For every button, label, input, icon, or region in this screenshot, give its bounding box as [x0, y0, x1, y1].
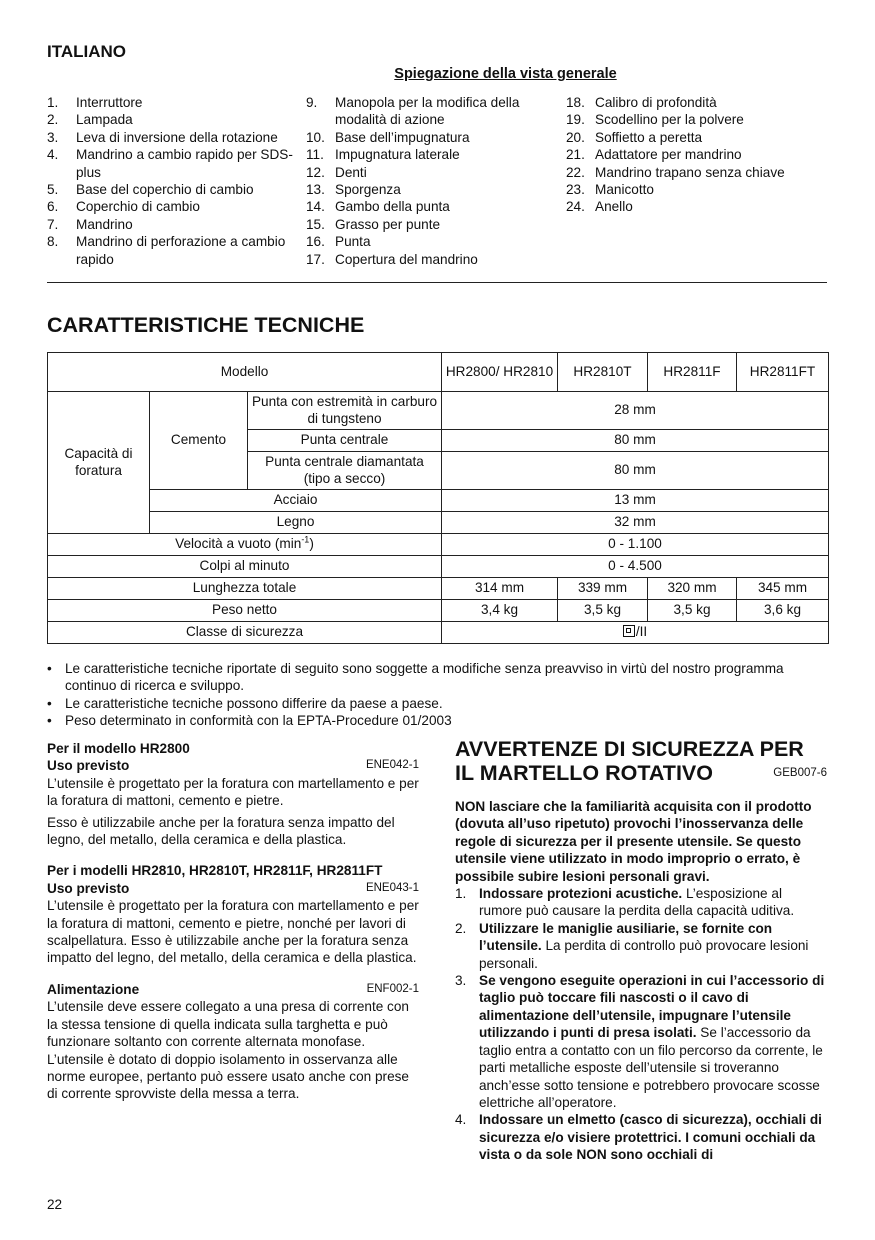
table-row — [48, 600, 829, 622]
weight-label: Peso netto — [48, 600, 442, 622]
overview-item-number: 14. — [306, 199, 325, 215]
overview-item — [47, 216, 302, 233]
overview-item-number: 7. — [47, 216, 59, 232]
spec-note — [47, 695, 827, 712]
table-row — [48, 534, 829, 556]
power-code: ENF002-1 — [366, 982, 419, 995]
overview-item — [306, 146, 561, 163]
safety-item-body: L’esposizione al rumore può causare la perdita della capacità uditiva. — [479, 886, 795, 919]
core-label: Punta centrale — [248, 430, 442, 452]
overview-column-1 — [47, 94, 302, 268]
safety-item-number: 3. — [455, 973, 467, 989]
table-row — [48, 512, 829, 534]
overview-item-text: Scodellino per la polvere — [595, 112, 744, 128]
wood-value: 32 mm — [442, 512, 829, 534]
speed-label: Velocità a vuoto $(\min^{-1})$ — [48, 534, 442, 556]
table-row — [48, 353, 829, 392]
overview-item-number: 2. — [47, 112, 59, 128]
power-heading: Alimentazione — [47, 981, 140, 997]
length-value: 339 mm — [558, 578, 648, 600]
overview-item-text: Manopola per la modifica della modalità di azione — [335, 95, 520, 128]
overview-item — [566, 129, 821, 146]
safety-item-text — [479, 972, 827, 1111]
table-row — [48, 578, 829, 600]
hr2800-code: ENE042-1 — [365, 759, 419, 772]
safety-class-value: /II — [442, 622, 829, 644]
overview-item — [47, 233, 302, 268]
weight-value: 3,5 kg — [648, 600, 737, 622]
overview-item-text: Calibro di profondità — [595, 95, 717, 110]
overview-item-text: Mandrino a cambio rapido per SDS-plus — [76, 147, 293, 180]
table-row — [48, 490, 829, 512]
overview-item-text: Grasso per punte — [335, 216, 441, 232]
specs-title: CARATTERISTICHE TECNICHE — [47, 313, 365, 337]
overview-item-text: Soffietto a peretta — [595, 129, 703, 145]
overview-item-number: 8. — [47, 234, 59, 250]
bullet-icon: • — [47, 713, 52, 729]
overview-item-number: 13. — [306, 182, 325, 198]
length-value: 320 mm — [648, 578, 737, 600]
safety-item-number: 1. — [455, 886, 467, 902]
weight-value: 3,5 kg — [558, 600, 648, 622]
safety-item — [455, 972, 827, 1111]
section-divider — [47, 282, 827, 283]
overview-item-text: Denti — [335, 164, 367, 180]
capacity-label: Capacità di foratura — [48, 392, 150, 534]
concrete-label: Cemento — [150, 392, 248, 490]
overview-item-text: Base dell’impugnatura — [335, 129, 470, 145]
overview-item-number: 21. — [566, 147, 585, 163]
overview-item-text: Coperchio di cambio — [76, 199, 200, 215]
hr2800-paragraph-1: L’utensile è progettato per la foratura con martellamento e per la foratura di mattoni, cemento e pietre. — [47, 775, 419, 809]
overview-item-number: 20. — [566, 129, 585, 145]
safety-title-line-1: AVVERTENZE DI SICUREZZA PER — [455, 737, 804, 761]
overview-item-number: 3. — [47, 129, 59, 145]
overview-item-text: Lampada — [76, 112, 133, 128]
overview-item — [47, 146, 302, 181]
overview-item-number: 11. — [306, 147, 324, 163]
overview-item-number: 10. — [306, 129, 325, 145]
overview-title: Spiegazione della vista generale — [394, 66, 617, 82]
overview-item — [47, 111, 302, 128]
language-heading: ITALIANO — [47, 42, 127, 61]
bullet-icon: • — [47, 695, 52, 711]
overview-item — [566, 164, 821, 181]
overview-item-number: 17. — [306, 251, 325, 267]
overview-item-text: Base del coperchio di cambio — [76, 182, 254, 198]
overview-item-text: Sporgenza — [335, 182, 401, 198]
table-row — [48, 556, 829, 578]
overview-item-text: Anello — [595, 199, 633, 215]
overview-item — [306, 94, 561, 129]
spec-note-text: Le caratteristiche tecniche riportate di seguito sono soggette a modifiche senza preavviso in virtù del nostro programma continuo di ricerca e sviluppo. — [65, 661, 784, 694]
overview-item-text: Adattatore per mandrino — [595, 147, 742, 163]
overview-item-number: 18. — [566, 95, 585, 110]
spec-notes — [47, 660, 827, 730]
overview-item-text: Punta — [335, 234, 371, 250]
overview-item — [47, 129, 302, 146]
overview-column-2 — [306, 94, 561, 268]
safety-item — [455, 1111, 827, 1163]
overview-item-text: Mandrino di perforazione a cambio rapido — [76, 234, 286, 267]
safety-class-label: Classe di sicurezza — [48, 622, 442, 644]
right-column — [455, 737, 827, 1164]
overview-column-3 — [566, 94, 821, 216]
bullet-icon: • — [47, 661, 52, 676]
overview-item — [306, 181, 561, 198]
overview-item-text: Mandrino — [76, 216, 133, 232]
overview-item-number: 1. — [47, 95, 59, 110]
table-row — [48, 622, 829, 644]
overview-item-number: 15. — [306, 216, 325, 232]
overview-item-text: Gambo della punta — [335, 199, 450, 215]
safety-list — [455, 885, 827, 1164]
overview-item — [566, 146, 821, 163]
overview-item — [306, 251, 561, 268]
left-column — [47, 740, 419, 1107]
safety-item-bold: Indossare protezioni acustiche. — [479, 886, 683, 902]
overview-item — [47, 181, 302, 198]
safety-intro: NON lasciare che la familiarità acquisita con il prodotto (dovuta all’uso ripetuto) provochi l’inosservanza delle regole di sicurezza per il presente utensile. Se questo utensile viene utilizzato in modo improprio o errato, è possibile subire lesioni personali gravi. — [455, 799, 812, 884]
overview-item — [306, 198, 561, 215]
safety-item-text — [479, 920, 827, 972]
hr2800-paragraph-2: Esso è utilizzabile anche per la foratura senza impatto del legno, del metallo, della ceramica e della plastica. — [47, 814, 395, 848]
overview-item — [566, 198, 821, 215]
model-header: HR2800/ HR2810 — [442, 353, 558, 392]
safety-code: GEB007-6 — [773, 766, 827, 779]
overview-item-number: 19. — [566, 112, 585, 128]
overview-item-text: Mandrino trapano senza chiave — [595, 164, 785, 180]
hr2810-title: Per i modelli HR2810, HR2810T, HR2811F, HR2811FT — [47, 863, 383, 879]
diamond-label: Punta centrale diamantata (tipo a secco) — [248, 452, 442, 490]
length-value: 314 mm — [442, 578, 558, 600]
carbide-label: Punta con estremità in carburo di tungsteno — [248, 392, 442, 430]
overview-item-number: 16. — [306, 234, 325, 250]
blows-value: 0 - 4.500 — [442, 556, 829, 578]
overview-item — [566, 111, 821, 128]
hr2800-title: Per il modello HR2800 — [47, 741, 190, 756]
overview-item-number: 22. — [566, 164, 585, 180]
safety-item-bold: Indossare un elmetto (casco di sicurezza), occhiali di sicurezza e/o visiere protettrici. I comuni occhiali da vista o da sole NON sono occhiali di — [479, 1112, 822, 1163]
wood-label: Legno — [150, 512, 442, 534]
table-row — [48, 392, 829, 430]
overview-item — [306, 216, 561, 233]
weight-value: 3,4 kg — [442, 600, 558, 622]
safety-item-bold: Se vengono eseguite operazioni in cui l’accessorio di taglio può toccare fili nascosti o il cavo di alimentazione dell’utensile, impugnare l’utensile utilizzando i punti di presa isolati. — [479, 973, 825, 1041]
safety-title-line-2: IL MARTELLO ROTATIVO — [455, 761, 713, 785]
spec-note — [47, 712, 827, 729]
speed-value: 0 - 1.100 — [442, 534, 829, 556]
spec-note-text: Peso determinato in conformità con la EPTA-Procedure 01/2003 — [65, 713, 452, 729]
hr2810-code: ENE043-1 — [365, 881, 419, 894]
overview-item-text: Leva di inversione della rotazione — [76, 129, 278, 145]
carbide-value: 28 mm — [442, 392, 829, 430]
safety-item-number: 4. — [455, 1112, 467, 1128]
overview-item — [306, 129, 561, 146]
overview-item-number: 4. — [47, 147, 59, 163]
model-header: HR2810T — [558, 353, 648, 392]
diamond-value: 80 mm — [442, 452, 829, 490]
hr2810-use-heading: Uso previsto — [47, 880, 130, 896]
safety-item-bold: Utilizzare le maniglie ausiliarie, se fornite con l’utensile. — [479, 920, 773, 954]
overview-item — [566, 94, 821, 111]
specs-table — [47, 352, 829, 644]
spec-note — [47, 660, 827, 695]
length-value: 345 mm — [737, 578, 829, 600]
model-header: HR2811FT — [737, 353, 829, 392]
steel-label: Acciaio — [150, 490, 442, 512]
overview-item — [47, 94, 302, 111]
overview-item — [47, 198, 302, 215]
safety-item — [455, 885, 827, 920]
overview-item-number: 23. — [566, 182, 585, 198]
power-paragraph: L’utensile deve essere collegato a una presa di corrente con la stessa tensione di quella indicata sulla targhetta e può funzionare soltanto con corrente alternata monofase. L’utensile è dotato di doppio isolamento in osservanza alle norme europee, pertanto può essere usato anche con prese di corrente sprovviste della messa a terra. — [47, 999, 409, 1102]
safety-item-number: 2. — [455, 920, 467, 936]
overview-item-text: Interruttore — [76, 95, 143, 110]
core-value: 80 mm — [442, 430, 829, 452]
overview-item-text: Manicotto — [595, 182, 654, 198]
overview-item-number: 6. — [47, 199, 59, 215]
overview-item-number: 12. — [306, 164, 325, 180]
model-header: HR2811F — [648, 353, 737, 392]
hr2810-paragraph: L’utensile è progettato per la foratura con martellamento e per la foratura di mattoni, cemento e pietre, nonché per lavori di scalpellatura. Esso è utilizzabile anche per la foratura senza impatto del legno, del metallo, della ceramica e della plastica. — [47, 898, 419, 966]
blows-label: Colpi al minuto — [48, 556, 442, 578]
double-insulation-icon — [623, 625, 635, 637]
overview-item-text: Copertura del mandrino — [335, 251, 478, 267]
overview-item-number: 24. — [566, 199, 585, 215]
page-number: 22 — [47, 1197, 63, 1212]
safety-item-body: La perdita di controllo può provocare lesioni personali. — [479, 938, 809, 971]
spec-note-text: Le caratteristiche tecniche possono differire da paese a paese. — [65, 695, 443, 711]
overview-item-number: 9. — [306, 95, 318, 110]
model-label: Modello — [48, 353, 442, 392]
overview-item-number: 5. — [47, 182, 59, 198]
overview-item — [306, 233, 561, 250]
overview-item — [306, 164, 561, 181]
safety-item-text — [479, 885, 827, 920]
weight-value: 3,6 kg — [737, 600, 829, 622]
overview-item-text: Impugnatura laterale — [335, 147, 460, 163]
steel-value: 13 mm — [442, 490, 829, 512]
overview-item — [566, 181, 821, 198]
length-label: Lunghezza totale — [48, 578, 442, 600]
safety-item-text — [479, 1111, 827, 1163]
safety-item — [455, 920, 827, 972]
safety-item-body: Se l’accessorio da taglio entra a contatto con un filo percorso da corrente, le parti metalliche esposte dell’utensile si troveranno anch’esse sotto tensione e potrebbero provocare scosse elettriche all’operatore. — [479, 1025, 823, 1110]
hr2800-use-heading: Uso previsto — [47, 758, 130, 774]
